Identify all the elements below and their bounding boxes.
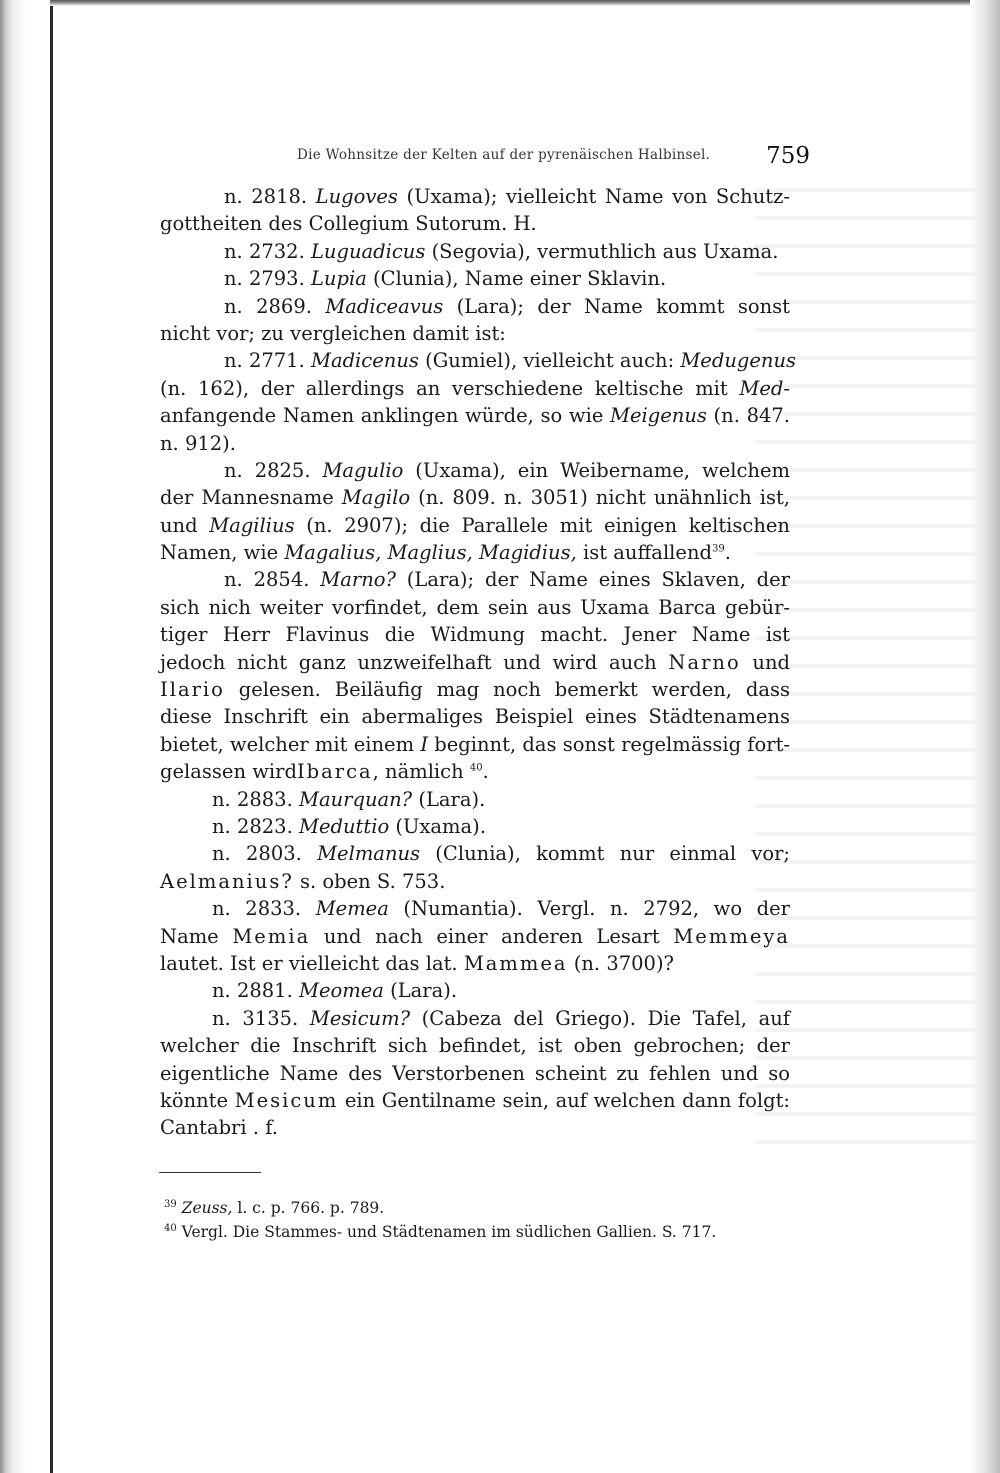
text-run: jedoch nicht ganz unzweifelhaft und wird auch xyxy=(160,650,669,674)
spaced-word: Narno xyxy=(668,650,741,674)
text-run: (Uxama), ein Weibername, welchem xyxy=(403,458,790,482)
text-run: (Segovia), vermuthlich aus Uxama. xyxy=(425,239,779,263)
text-run: und xyxy=(160,513,210,537)
text-run: ist auffallend xyxy=(576,541,712,565)
text-run: beginnt, das sonst regelmässig fort- xyxy=(428,732,791,756)
text-line xyxy=(160,402,790,429)
text-run: n. 2833. xyxy=(212,897,316,921)
scan-gutter-line xyxy=(50,0,53,1473)
italic-name: Magulio xyxy=(322,458,404,482)
text-line xyxy=(160,676,790,703)
running-title: Die Wohnsitze der Kelten auf der pyrenäischen Halbinsel. xyxy=(297,147,711,163)
text-run: s. oben S. 753. xyxy=(293,869,446,893)
footnotes xyxy=(164,1196,784,1244)
italic-name: Meomea xyxy=(298,979,384,1003)
text-line xyxy=(160,594,790,621)
italic-name: Medugenus xyxy=(680,349,797,373)
text-line xyxy=(160,539,790,566)
body-text xyxy=(160,183,797,1142)
text-run: n. 912). xyxy=(160,431,236,455)
text-line xyxy=(160,950,790,977)
text-line xyxy=(160,621,790,648)
italic-name: Magalius, Maglius, Magidius, xyxy=(284,541,577,565)
running-head xyxy=(160,143,810,173)
footnote-ref[interactable]: 40 xyxy=(469,762,483,774)
italic-name: Marno? xyxy=(320,568,396,592)
text-line xyxy=(160,813,790,840)
text-run: n. 2793. xyxy=(224,267,311,291)
page-number: 759 xyxy=(766,143,810,169)
text-line xyxy=(160,868,790,895)
text-line xyxy=(160,265,790,292)
text-line xyxy=(160,210,790,237)
text-line xyxy=(160,1032,790,1059)
text-line xyxy=(160,840,790,867)
text-run: n. 2823. xyxy=(212,814,299,838)
text-line xyxy=(160,566,790,593)
text-run: (n. 847. xyxy=(706,404,790,428)
text-run: , nämlich xyxy=(372,760,470,784)
text-run: (n. 3700)? xyxy=(567,951,675,975)
spaced-word: Ibarca xyxy=(296,760,373,784)
footnote-rule xyxy=(159,1172,261,1173)
italic-name: Meduttio xyxy=(298,814,390,838)
spaced-word: Mesicum xyxy=(234,1088,339,1112)
text-run: (n. 2907); die Parallele mit einigen keltischen xyxy=(294,513,790,537)
text-run: n. 2825. xyxy=(224,458,323,482)
text-run: (Cabeza del Griego). Die Tafel, auf xyxy=(410,1006,791,1030)
text-run: gelassen wird xyxy=(160,760,297,784)
text-run: (Lara). xyxy=(383,979,458,1003)
italic-name: Med- xyxy=(739,376,790,400)
text-line xyxy=(160,1005,790,1032)
text-line xyxy=(160,1114,790,1141)
text-line xyxy=(160,1060,790,1087)
text-run: welcher die Inschrift sich befindet, ist oben gebrochen; der xyxy=(160,1034,790,1058)
text-run: ein Gentilname sein, auf welchen dann folgt: xyxy=(338,1088,791,1112)
text-run: (Uxama). xyxy=(389,814,486,838)
text-run: n. 2883. xyxy=(212,787,299,811)
spaced-word: Mammea xyxy=(463,951,568,975)
footnote-text: Vergl. Die Stammes- und Städtenamen im südlichen Gallien. S. 717. xyxy=(181,1223,717,1241)
footnote-text: l. c. p. 766. p. 789. xyxy=(232,1199,385,1217)
text-run: n. 2818. xyxy=(224,185,316,208)
text-run: n. 2854. xyxy=(224,568,321,592)
text-run: . xyxy=(724,541,731,565)
text-line xyxy=(160,238,790,265)
text-line xyxy=(160,293,790,320)
italic-name: Memea xyxy=(315,897,389,921)
text-run: tiger Herr Flavinus die Widmung macht. Jener Name ist xyxy=(160,623,790,647)
text-line xyxy=(160,375,790,402)
italic-name: Mesicum? xyxy=(309,1006,411,1030)
scan-spine-shadow xyxy=(0,0,26,1473)
text-run: gottheiten des Collegium Sutorum. H. xyxy=(160,212,537,236)
text-run: gelesen. Beiläufig mag noch bemerkt werden, dass xyxy=(224,678,790,702)
text-run: der Mannesname xyxy=(160,486,342,510)
text-line xyxy=(160,183,790,210)
text-line xyxy=(160,484,790,511)
italic-name: Melmanus xyxy=(317,842,421,866)
text-line xyxy=(160,731,790,758)
text-run: (Lara); der Name kommt sonst xyxy=(443,294,790,318)
text-run: (Clunia), Name einer Sklavin. xyxy=(366,267,667,291)
text-run: (Numantia). Vergl. n. 2792, wo der xyxy=(388,897,790,921)
text-run: Name xyxy=(160,924,233,948)
text-run: und xyxy=(740,650,790,674)
footnote-ref[interactable]: 39 xyxy=(712,543,725,555)
text-run: n. 2732. xyxy=(224,239,311,263)
text-run: n. 3135. xyxy=(212,1006,310,1030)
text-run: bietet, welcher mit einem xyxy=(160,732,421,756)
text-run: anfangende Namen anklingen würde, so wie xyxy=(160,404,611,428)
spaced-word: Memmeya xyxy=(673,924,790,948)
text-run: (n. 162), der allerdings an verschiedene keltische mit xyxy=(160,376,740,400)
text-run: lautet. Ist er vielleicht das lat. xyxy=(160,951,464,975)
italic-name: Lugoves xyxy=(315,185,398,208)
text-line xyxy=(160,649,790,676)
italic-name: I xyxy=(420,732,429,756)
text-run: . xyxy=(482,760,489,784)
italic-name: Lupia xyxy=(310,267,367,291)
italic-name: Magilo xyxy=(341,486,411,510)
text-run: Cantabri . f. xyxy=(160,1116,278,1140)
text-line xyxy=(160,430,790,457)
text-line xyxy=(160,1087,790,1114)
footnote xyxy=(164,1196,784,1220)
text-run: (Uxama); vielleicht Name von Schutz- xyxy=(397,185,790,208)
text-run: (Gumiel), vielleicht auch: xyxy=(418,349,681,373)
italic-name: Luguadicus xyxy=(310,239,426,263)
text-line xyxy=(160,457,790,484)
text-line xyxy=(160,923,790,950)
text-line xyxy=(160,347,797,374)
footnote xyxy=(164,1220,784,1244)
text-run: n. 2771. xyxy=(224,349,311,373)
italic-name: Magilius xyxy=(209,513,295,537)
text-run: (Lara). xyxy=(412,787,486,811)
spaced-word: Memia xyxy=(232,924,311,948)
footnote-number: 40 xyxy=(164,1222,177,1234)
text-run: Namen, wie xyxy=(160,541,285,565)
italic-name: Madicenus xyxy=(310,349,419,373)
text-run: könnte xyxy=(160,1088,235,1112)
footnote-number: 39 xyxy=(164,1198,177,1210)
text-run: n. 2869. xyxy=(224,294,326,318)
scan-top-edge xyxy=(50,0,1000,6)
text-line xyxy=(160,703,790,730)
italic-name: Madiceavus xyxy=(325,294,444,318)
text-line xyxy=(160,786,790,813)
text-line xyxy=(160,895,790,922)
text-run: n. 2881. xyxy=(212,979,299,1003)
text-line xyxy=(160,977,790,1004)
spaced-word: Aelmanius? xyxy=(160,869,294,893)
spaced-word: Ilario xyxy=(160,678,225,702)
text-run: n. 2803. xyxy=(212,842,318,866)
text-run: und nach einer anderen Lesart xyxy=(310,924,674,948)
italic-name: Maurquan? xyxy=(298,787,413,811)
footnote-author: Zeuss, xyxy=(181,1199,233,1217)
text-line xyxy=(160,512,790,539)
text-run: sich nich weiter vorfindet, dem sein aus Uxama Barca gebür- xyxy=(160,595,790,619)
text-line xyxy=(160,320,790,347)
text-run: (Lara); der Name eines Sklaven, der xyxy=(395,568,790,592)
text-run: diese Inschrift ein abermaliges Beispiel eines Städtenamens xyxy=(160,705,790,729)
text-line xyxy=(160,758,790,785)
text-run: eigentliche Name des Verstorbenen scheint zu fehlen und so xyxy=(160,1061,790,1085)
text-run: (n. 809. n. 3051) nicht unähnlich ist, xyxy=(410,486,790,510)
text-run: nicht vor; zu vergleichen damit ist: xyxy=(160,321,506,345)
text-run: (Clunia), kommt nur einmal vor; xyxy=(420,842,790,866)
italic-name: Meigenus xyxy=(610,404,707,428)
